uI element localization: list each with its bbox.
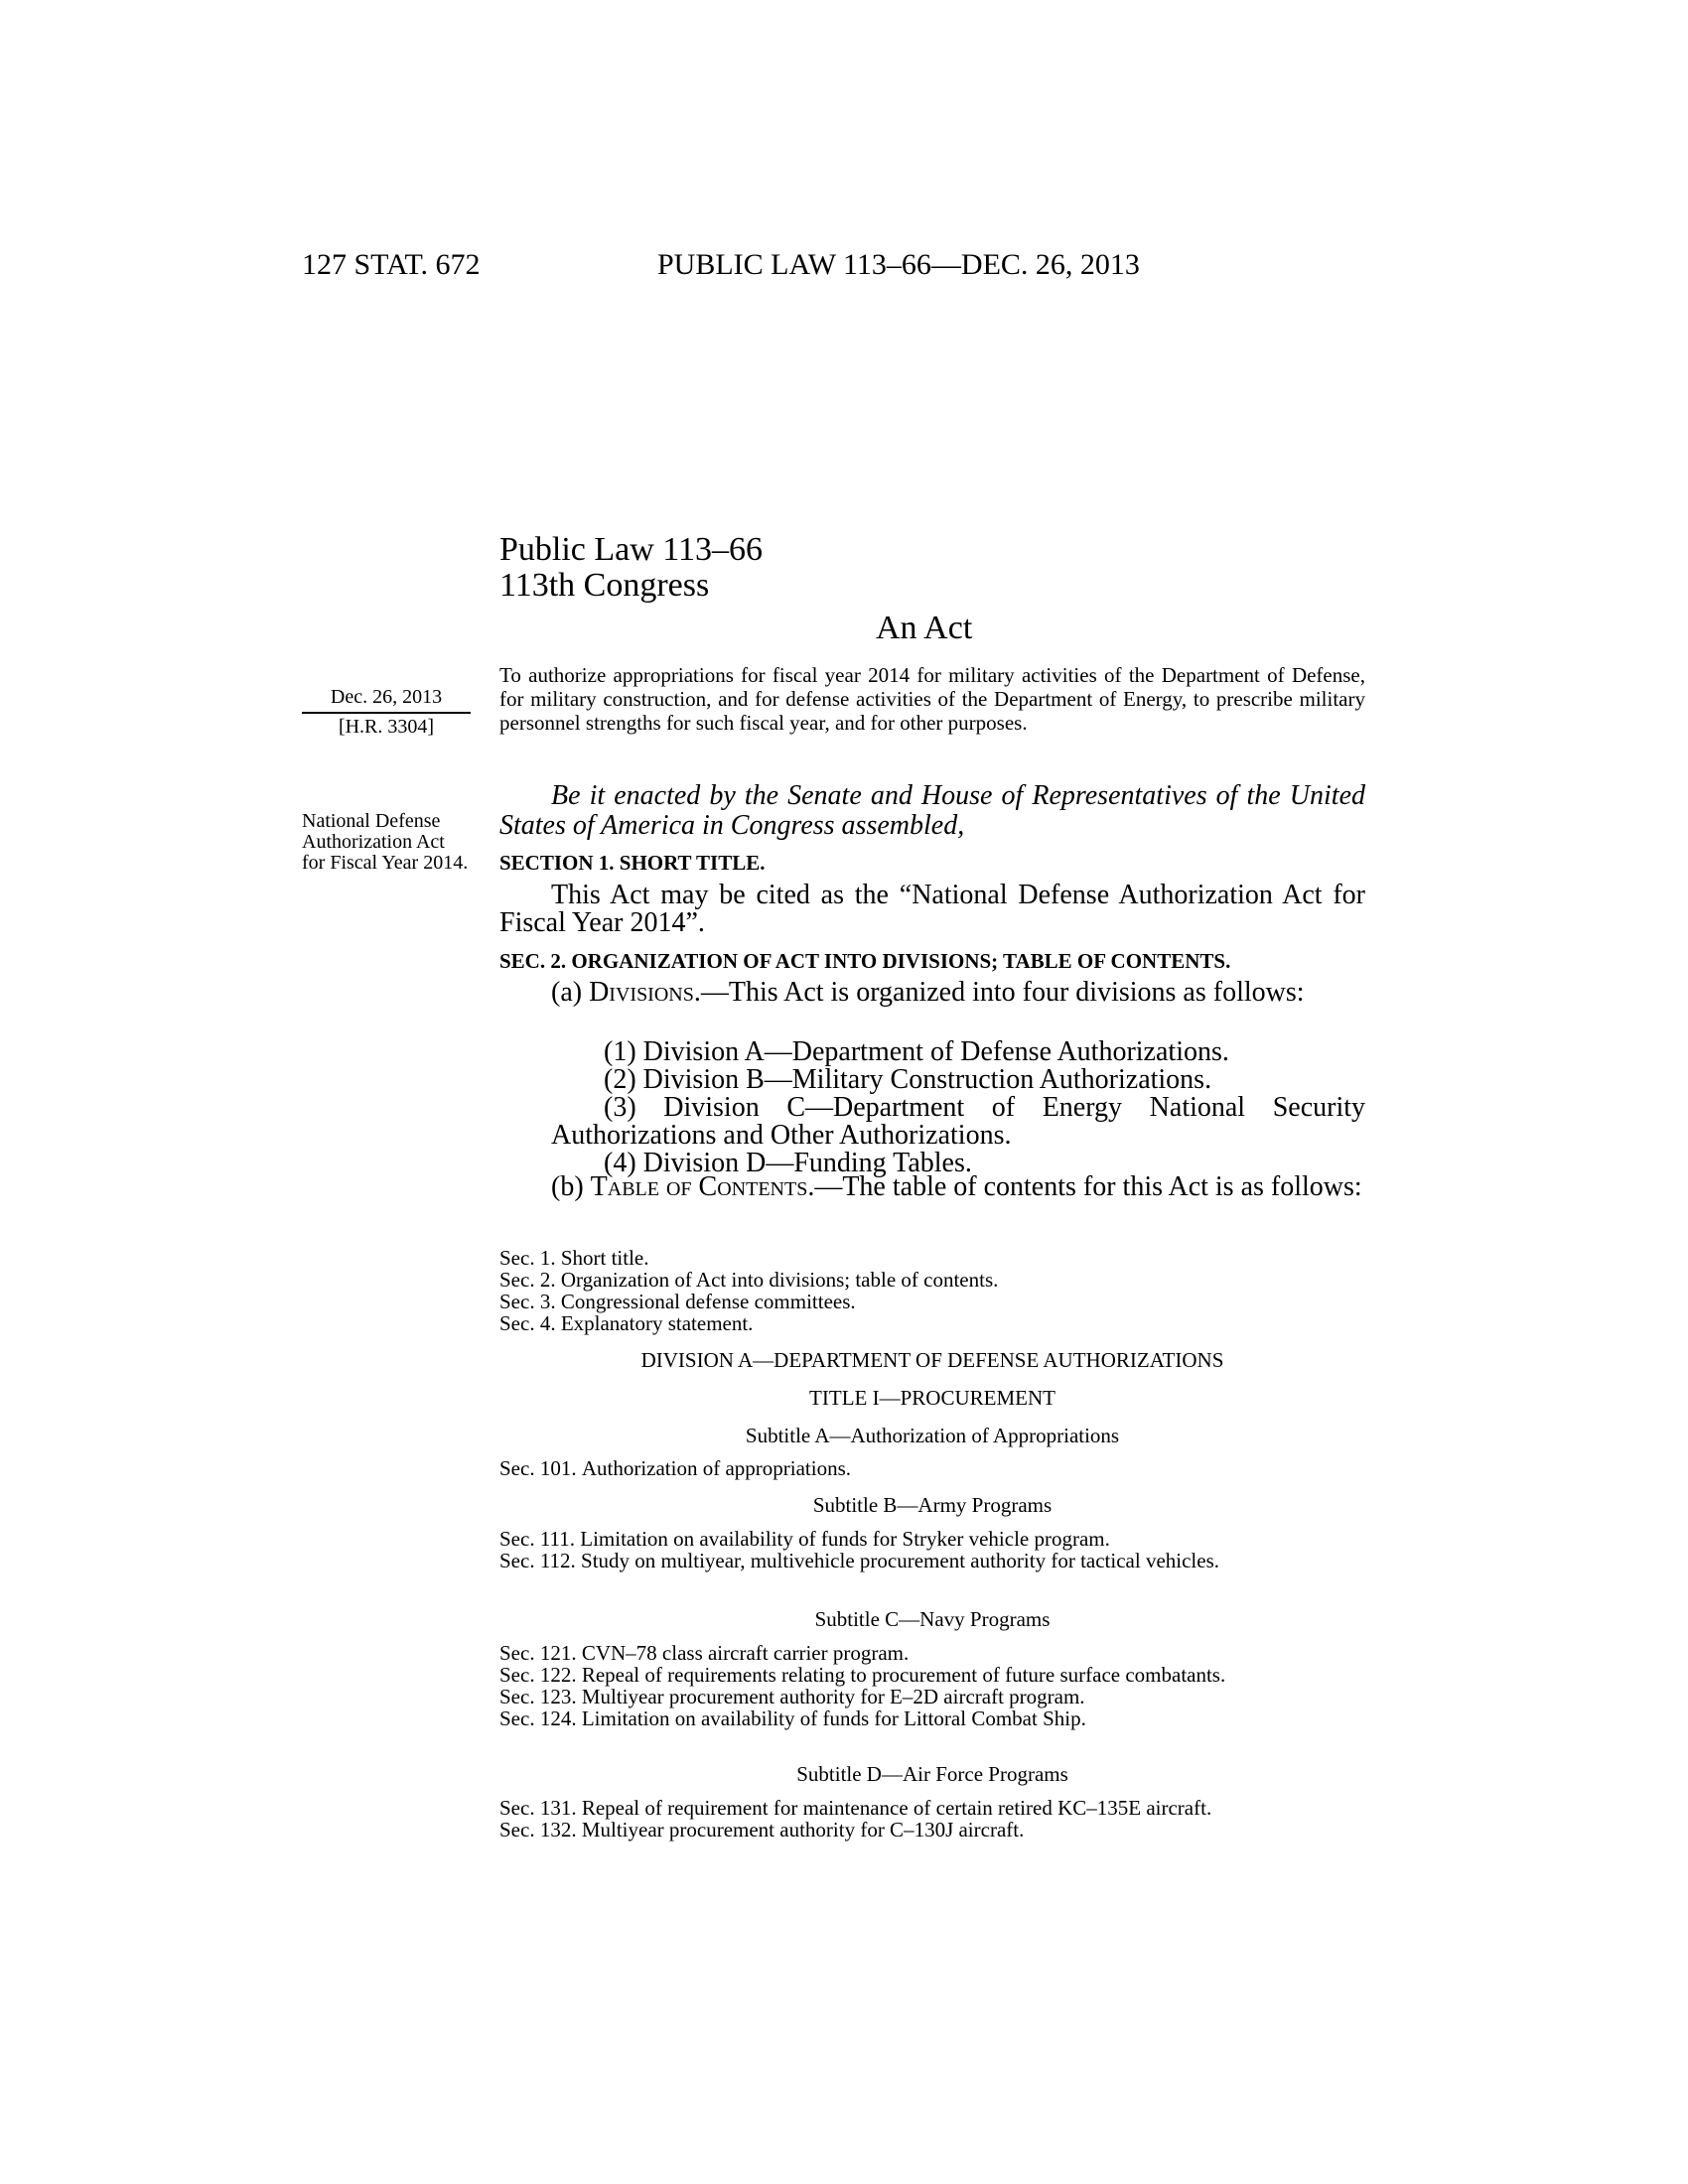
page-stat-number: 127 STAT. 672 (302, 248, 481, 281)
toc-num: Sec. 1. (499, 1246, 561, 1270)
division-item: (2) Division B—Military Construction Authorizations. (604, 1064, 1212, 1095)
section-1-text: This Act may be cited as the “National Defense Authorization Act for Fiscal Year 2014”. (499, 880, 1365, 938)
toc-entry (499, 1528, 1365, 1550)
b-caps: Table of Contents (590, 1171, 808, 1202)
toc-num: Sec. 124. (499, 1706, 582, 1730)
a-text: .—This Act is organized into four divisions as follows: (693, 977, 1305, 1008)
toc-entry (499, 1686, 1365, 1707)
b-label: (b) (551, 1171, 591, 1202)
toc-text: Limitation on availability of funds for Stryker vehicle program. (580, 1527, 1110, 1551)
toc-subtitle-a-list (499, 1457, 1365, 1479)
section-2-b (499, 1173, 1365, 1201)
toc-entry (499, 1642, 1365, 1664)
division-item: (3) Division C—Department of Energy National Security Authorizations and Other Authorizations. (551, 1092, 1365, 1151)
section-2-heading: SEC. 2. ORGANIZATION OF ACT INTO DIVISIONS; TABLE OF CONTENTS. (499, 949, 1231, 973)
toc-text: Multiyear procurement authority for E–2D aircraft program. (581, 1685, 1085, 1708)
toc-text: Organization of Act into divisions; table of contents. (560, 1268, 999, 1292)
toc-subtitle-c: Subtitle C—Navy Programs (814, 1607, 1051, 1631)
toc-subtitle-a: Subtitle A—Authorization of Appropriations (745, 1424, 1120, 1447)
enacting-clause: Be it enacted by the Senate and House of Representatives of the United States of America in Congress assembled, (499, 780, 1365, 841)
toc-num: Sec. 4. (499, 1311, 561, 1335)
toc-entry (499, 1550, 1365, 1571)
toc-entry (499, 1664, 1365, 1686)
margin-date-block (302, 684, 471, 740)
long-title: To authorize appropriations for fiscal year 2014 for military activities of the Department of Defense, for military construction, and for defense activities of the Department of Energy, to prescribe military personnel strengths for such fiscal year, and for other purposes. (499, 663, 1365, 735)
division-item: (4) Division D—Funding Tables. (604, 1148, 972, 1178)
toc-subtitle-b-list (499, 1528, 1365, 1571)
toc-text: Repeal of requirements relating to procurement of future surface combatants. (581, 1663, 1226, 1687)
running-header: PUBLIC LAW 113–66—DEC. 26, 2013 (657, 248, 1140, 281)
toc-text: Authorization of appropriations. (581, 1456, 852, 1480)
toc-text: Study on multiyear, multivehicle procurement authority for tactical vehicles. (581, 1549, 1220, 1572)
toc-subtitle-d-list (499, 1797, 1365, 1841)
b-text: .—The table of contents for this Act is as follows: (807, 1171, 1362, 1202)
toc-num: Sec. 101. (499, 1456, 582, 1480)
toc-entry (499, 1457, 1365, 1479)
a-caps: Divisions (589, 977, 694, 1008)
toc-subtitle-c-list (499, 1642, 1365, 1729)
section-2-a (499, 979, 1365, 1007)
law-title (499, 532, 763, 604)
congress: 113th Congress (499, 567, 710, 604)
toc-num: Sec. 121. (499, 1641, 582, 1665)
toc-subtitle-d: Subtitle D—Air Force Programs (796, 1762, 1068, 1786)
toc-entry (499, 1797, 1365, 1819)
toc-general (499, 1247, 1365, 1334)
toc-entry (499, 1247, 1365, 1269)
toc-text: Repeal of requirement for maintenance of certain retired KC–135E aircraft. (581, 1796, 1212, 1820)
toc-entry (499, 1269, 1365, 1291)
toc-text: Congressional defense committees. (560, 1290, 856, 1313)
toc-text: Multiyear procurement authority for C–130J aircraft. (581, 1818, 1025, 1842)
margin-date: Dec. 26, 2013 (302, 684, 471, 714)
toc-num: Sec. 132. (499, 1818, 582, 1842)
margin-bill-number: [H.R. 3304] (338, 716, 435, 738)
toc-division-heading: DIVISION A—DEPARTMENT OF DEFENSE AUTHORIZATIONS (640, 1348, 1224, 1372)
toc-text: Explanatory statement. (560, 1311, 754, 1335)
section-1-heading: SECTION 1. SHORT TITLE. (499, 851, 766, 875)
toc-entry (499, 1312, 1365, 1334)
a-label: (a) (551, 977, 590, 1008)
toc-text: CVN–78 class aircraft carrier program. (581, 1641, 910, 1665)
toc-num: Sec. 131. (499, 1796, 582, 1820)
law-number: Public Law 113–66 (499, 531, 764, 568)
toc-entry (499, 1707, 1365, 1729)
toc-num: Sec. 122. (499, 1663, 582, 1687)
toc-num: Sec. 112. (499, 1549, 582, 1572)
an-act-heading: An Act (876, 610, 973, 646)
toc-num: Sec. 123. (499, 1685, 582, 1708)
toc-num: Sec. 2. (499, 1268, 561, 1292)
toc-num: Sec. 3. (499, 1290, 561, 1313)
toc-entry (499, 1819, 1365, 1841)
toc-num: Sec. 111. (499, 1527, 581, 1551)
division-item: (1) Division A—Department of Defense Authorizations. (604, 1036, 1229, 1067)
division-list (499, 1038, 1365, 1177)
toc-entry (499, 1291, 1365, 1312)
toc-text: Limitation on availability of funds for Littoral Combat Ship. (581, 1706, 1086, 1730)
margin-short-title-note: National Defense Authorization Act for Fiscal Year 2014. (302, 810, 469, 874)
toc-title-heading: TITLE I—PROCUREMENT (809, 1386, 1055, 1410)
toc-text: Short title. (560, 1246, 649, 1270)
toc-subtitle-b: Subtitle B—Army Programs (812, 1493, 1053, 1517)
